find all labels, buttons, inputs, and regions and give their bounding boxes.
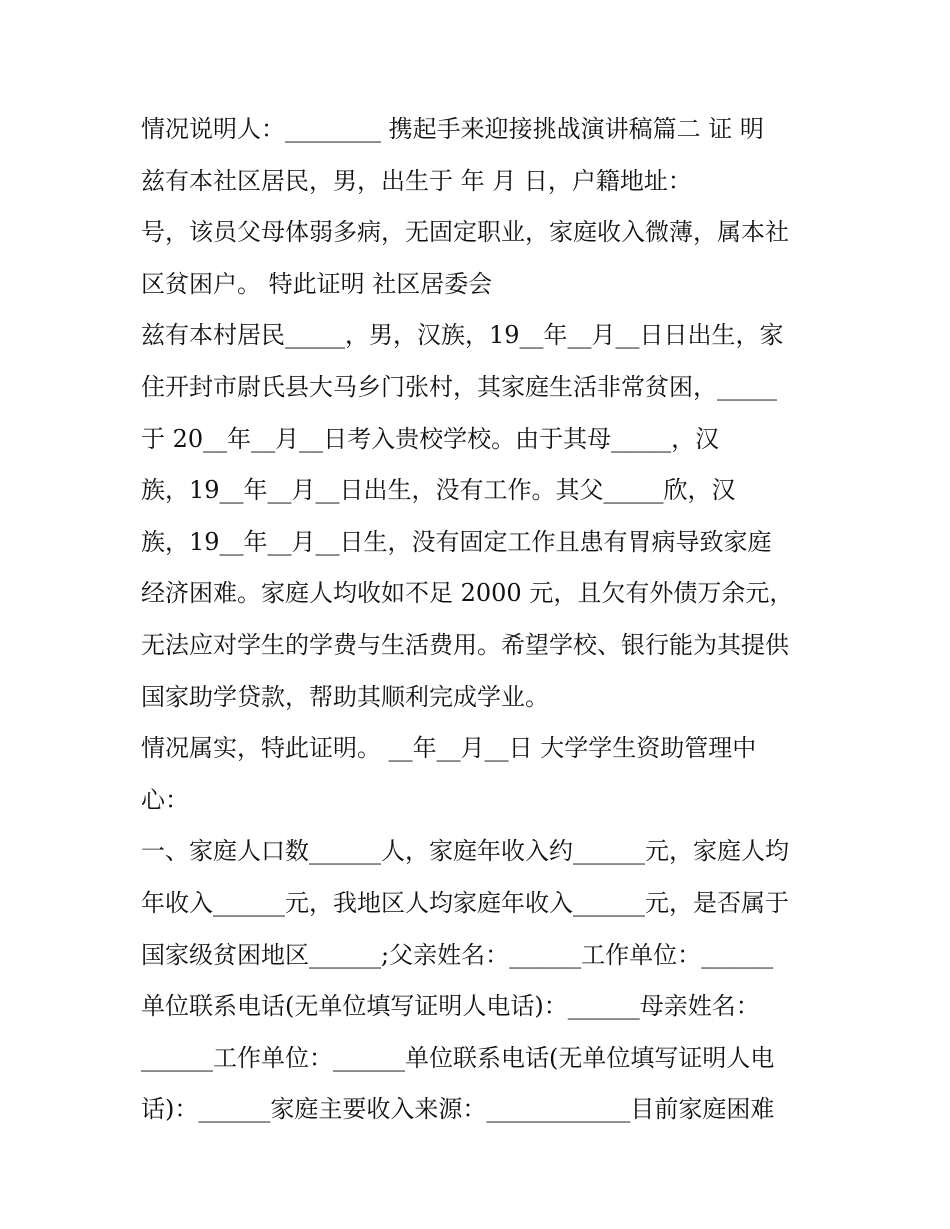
text-line: 心：	[141, 785, 189, 814]
text-line: 年收入______元，我地区人均家庭年收入______元，是否属于	[141, 888, 789, 917]
text-line: ______工作单位：______单位联系电话(无单位填写证明人电	[141, 1043, 775, 1072]
text-line: 族，19__年__月__日出生，没有工作。其父_____欣，汉	[141, 476, 736, 505]
text-line: 号，该员父母体弱多病，无固定职业，家庭收入微薄，属本社	[141, 218, 789, 247]
text-line: 话)：______家庭主要收入来源：____________目前家庭困难	[141, 1095, 775, 1124]
text-line: 于 20__年__月__日考入贵校学校。由于其母_____，汉	[141, 424, 720, 453]
text-line: 区贫困户。 特此证明 社区居委会	[141, 269, 493, 298]
text-line: 情况说明人：________ 携起手来迎接挑战演讲稿篇二 证 明	[141, 115, 764, 143]
text-line: 住开封市尉氏县大马乡门张村，其家庭生活非常贫困，_____	[141, 372, 777, 401]
text-line: 单位联系电话(无单位填写证明人电话)：______母亲姓名：	[141, 992, 760, 1021]
text-line: 一、家庭人口数______人，家庭年收入约______元，家庭人均	[141, 837, 789, 866]
text-line: 兹有本社区居民，男，出生于 年 月 日，户籍地址：	[141, 166, 692, 195]
text-line: 无法应对学生的学费与生活费用。希望学校、银行能为其提供	[141, 630, 789, 659]
document-body	[141, 104, 821, 1136]
text-line: 族，19__年__月__日生，没有固定工作且患有胃病导致家庭	[141, 527, 772, 556]
text-line: 情况属实，特此证明。 __年__月__日 大学学生资助管理中	[141, 734, 757, 763]
text-line: 经济困难。家庭人均收如不足 2000 元，且欠有外债万余元，	[141, 579, 794, 608]
text-line: 国家级贫困地区______;父亲姓名：______工作单位：______	[141, 940, 774, 969]
text-line: 兹有本村居民_____，男，汉族，19__年__月__日日出生，家	[141, 321, 784, 350]
text-line: 国家助学贷款，帮助其顺利完成学业。	[141, 682, 549, 711]
